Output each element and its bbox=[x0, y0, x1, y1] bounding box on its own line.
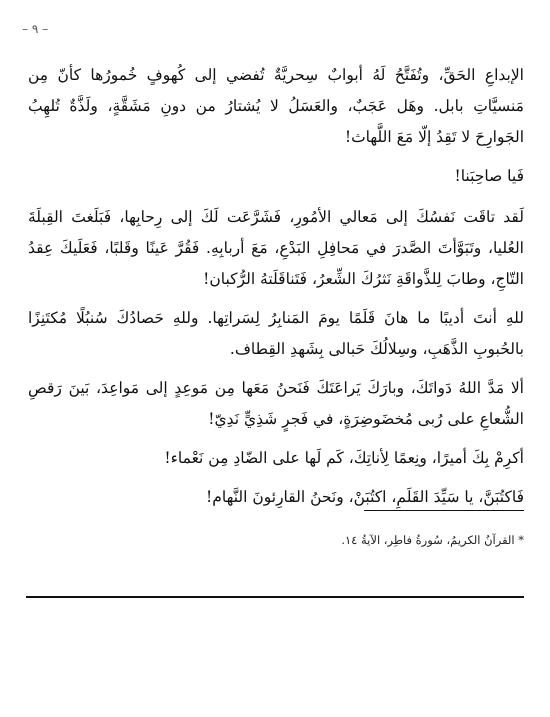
paragraph-ambition: لَقد تاقَت نَفسُكَ إلى مَعالي الأمُورِ، فَشَرَّعَت لَكَ إلى رِحابِها، فَبَلَغتَ القِبلَةَ العُليا، وتَبَوَّأتَ الصَّدرَ في مَحافِلِ البَدْعِ، مَعَ أربابِهِ. فَقُرَّ عَينًا وقَلبًا، فَعَلَيكَ عِقدُ التّاجِ، وطابَ لِلذَّواقَةِ نَثرُكَ الشِّعرُ، فَتَناقَلَتهُ الرُّكبان! bbox=[28, 208, 524, 288]
paragraph-praise: للهِ أنتَ أديبًا ما هانَ قَلَمًا يومَ المَنابِرُ لِسَراتِها. وللهِ حَصادُكَ سُنبُلًا مُكتَنِزًا بالحُبوبِ الذَّهَبِ، وسِلالُكَ حَبالى بِشَهدِ القِطاف. bbox=[28, 309, 524, 358]
paragraph-honor: أكرِمْ بِكَ أميرًا، ونِعمًا لِأناتِكَ، كَم لَها على الضّادِ مِن نَعْماء! bbox=[164, 449, 524, 467]
paragraph-salutation: فَيا صاحِبَنا! bbox=[454, 167, 524, 185]
paragraph-intro: الإبداعِ الحَقِّ، وتُفَتَّحُ لَهُ أبوابٌ سِحريَّةٌ تُفضي إلى كُهوفٍ خُمورُها كأنّ مِن مَنسيَّاتِ بابل. وهَل عَجَبٌ، والعَسَلُ لا يُشتارُ من دونِ مَشَقَّةٍ، ولَذَّةٌ تُلهِبُ الجَوارِحَ لا تَقِدُ إلّا مَعَ اللَّهاث! bbox=[28, 66, 524, 146]
body-text bbox=[28, 60, 524, 521]
paragraph-closing: فَاكتُبَنَّ، يا سَيِّدَ القَلَمِ، اكتُبَنْ، ونَحنُ القارِئونَ النَّهام! bbox=[206, 488, 524, 506]
page-bottom-rule bbox=[26, 596, 524, 598]
footnote-divider bbox=[364, 510, 524, 511]
page-number: – ٩ – bbox=[22, 22, 49, 36]
paragraph-blessing: ألا مَدَّ اللهُ دَواتَكَ، وبارَكَ يَراعَتَكَ فَنَحنُ مَعَها مِن مَوعِدٍ إلى مَواعِدَ، بَينَ رَقصِ الشُّعاعِ على رُبى مُخضَوضِرَةٍ، في فَجرٍ شَذِيٍّ نَدِيّ! bbox=[28, 379, 524, 428]
footnote: * القرآنُ الكريمُ، سُورةُ فاطِر، الآيةُ ١٤. bbox=[341, 533, 524, 547]
